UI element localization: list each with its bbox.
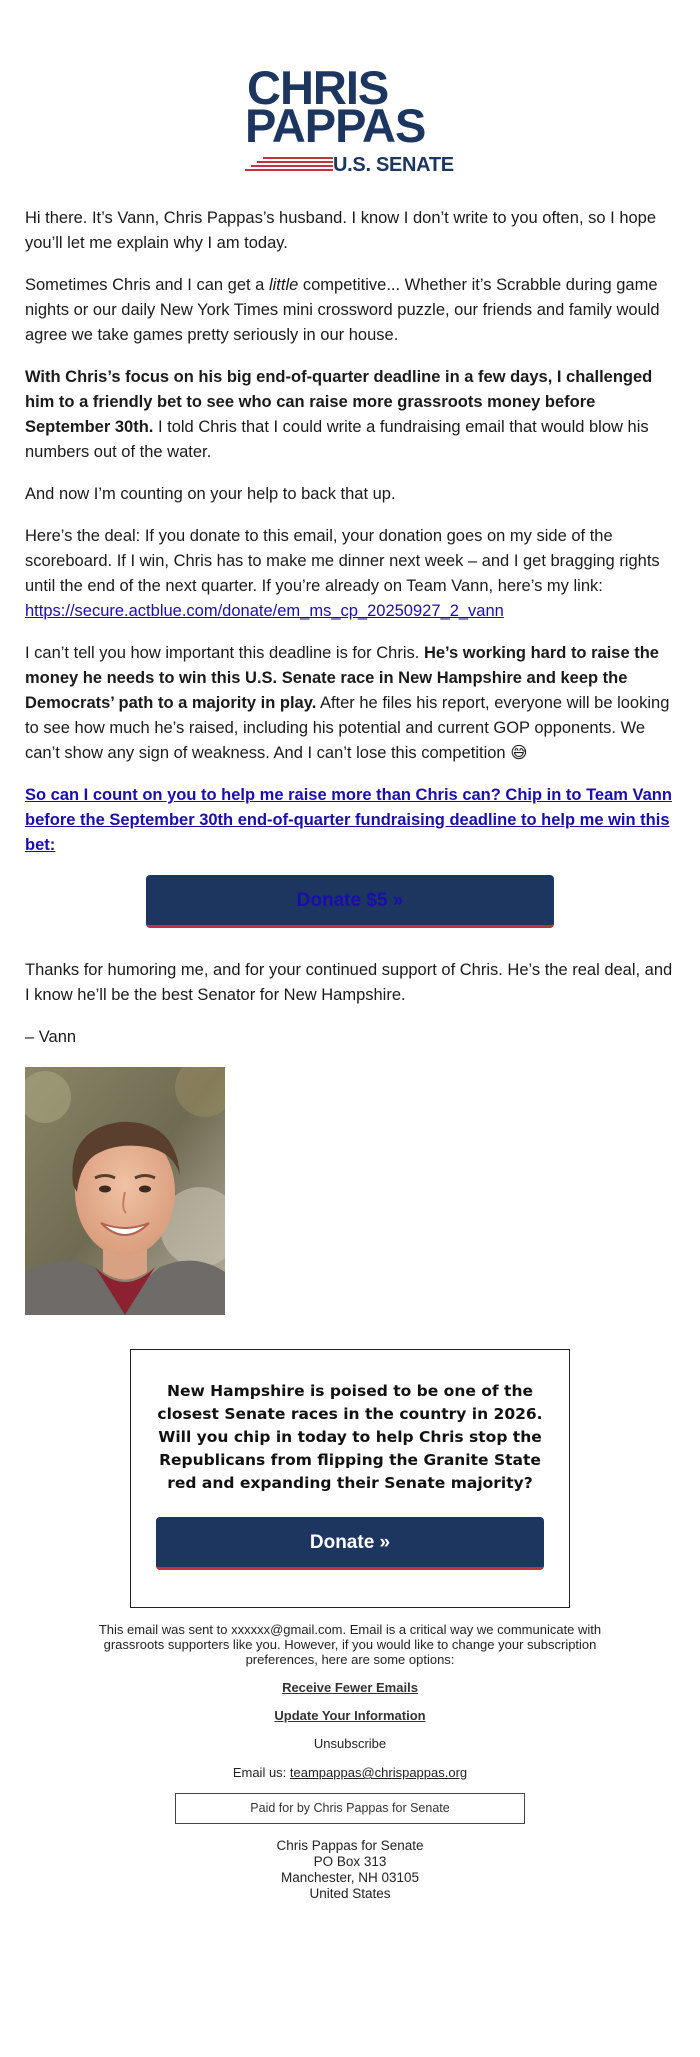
campaign-logo	[245, 61, 455, 176]
signoff: – Vann	[25, 1028, 77, 1046]
sweat-smile-emoji-icon: 😅	[510, 744, 528, 762]
italic-span: little	[268, 276, 299, 294]
paragraph-thanks: Thanks for humoring me, and for your continued support of Chris. He’s the real deal, and I know he’ll be the best Senator for New Hampshire.	[25, 961, 673, 1004]
paragraph-competitive	[25, 273, 675, 348]
unsubscribe-link[interactable]: Unsubscribe	[313, 1736, 387, 1751]
text-span: I told Chris that I could write a fundraising email that would blow his numbers out of the water.	[25, 418, 649, 461]
portrait-image	[25, 1067, 225, 1315]
text-span: competitive... Whether it’s Scrabble during game nights or our daily New York Times mini crossword puzzle, our friends and family would agree we take games pretty seriously in our house.	[25, 276, 660, 344]
donate-button[interactable]: Donate »	[156, 1517, 544, 1570]
appeal-text: New Hampshire is poised to be one of the closest Senate races in the country in 2026. Will you chip in today to help Chris stop the Republicans from flipping the Granite State red and expanding their Senate majority?	[157, 1382, 543, 1492]
paragraph-counting: And now I’m counting on your help to back that up.	[25, 485, 396, 503]
appeal-box	[130, 1349, 570, 1608]
donate-5-button[interactable]: Donate $5 »	[146, 875, 554, 928]
cta-paragraph	[25, 783, 675, 858]
contact-email-link[interactable]: teampappas@chrispappas.org	[289, 1765, 468, 1780]
email-body	[0, 206, 700, 1315]
address-line: United States	[309, 1886, 391, 1901]
logo-stripes-icon	[245, 156, 333, 172]
address-line: PO Box 313	[313, 1854, 387, 1869]
footer-note: This email was sent to xxxxxx@gmail.com. Email is a critical way we communicate with grassroots supporters like you. However, if you would like to change your subscription preferences, here are some options:	[98, 1622, 602, 1667]
donate-link[interactable]: https://secure.actblue.com/donate/em_ms_cp_20250927_2_vann	[25, 602, 504, 620]
footer	[0, 1622, 700, 1902]
paragraph-deal	[25, 524, 675, 624]
paid-for-disclaimer: Paid for by Chris Pappas for Senate	[175, 1793, 525, 1824]
text-span: I can’t tell you how important this deadline is for Chris.	[25, 644, 424, 662]
bold-span: With Chris’s focus on his big end-of-quarter deadline in a few days, I challenged him to a friendly bet to see who can raise more grassroots money before September 30th.	[25, 368, 653, 436]
logo-line-1: CHRIS	[247, 61, 389, 114]
cta-link[interactable]: So can I count on you to help me raise more than Chris can? Chip in to Team Vann before the September 30th end-of-quarter fundraising deadline to help me win this bet:	[25, 786, 672, 854]
paragraph-challenge	[25, 365, 675, 465]
paragraph-importance	[25, 641, 675, 766]
mailing-address	[0, 1838, 700, 1902]
footer-email-line	[0, 1765, 700, 1780]
text-span: After he files his report, everyone will be looking to see how much he’s raised, including his potential and current GOP opponents. We can’t show any sign of weakness. And I can’t lose this competition	[25, 694, 670, 762]
email-label: Email us:	[232, 1765, 290, 1780]
update-information-link[interactable]: Update Your Information	[274, 1708, 426, 1723]
logo-tagline: U.S. SENATE	[333, 154, 454, 176]
bold-span: He’s working hard to raise the money he needs to win this U.S. Senate race in New Hampshire and keep the Democrats’ path to a majority in play.	[25, 644, 659, 712]
logo-line-2: PAPPAS	[245, 99, 426, 152]
address-line: Manchester, NH 03105	[280, 1870, 420, 1885]
vann-photo	[25, 1067, 225, 1315]
text-span: Sometimes Chris and I can get a	[25, 276, 269, 294]
text-span: Here’s the deal: If you donate to this email, your donation goes on my side of the scoreboard. If I win, Chris has to make me dinner next week – and I get bragging rights until the end of the next quarter. If you’re already on Team Vann, here’s my link:	[25, 527, 660, 595]
paragraph-intro: Hi there. It’s Vann, Chris Pappas’s husband. I know I don’t write to you often, so I hope you’ll let me explain why I am today.	[25, 209, 657, 252]
email-page	[0, 61, 700, 1902]
address-line: Chris Pappas for Senate	[276, 1838, 424, 1853]
receive-fewer-emails-link[interactable]: Receive Fewer Emails	[282, 1680, 418, 1695]
